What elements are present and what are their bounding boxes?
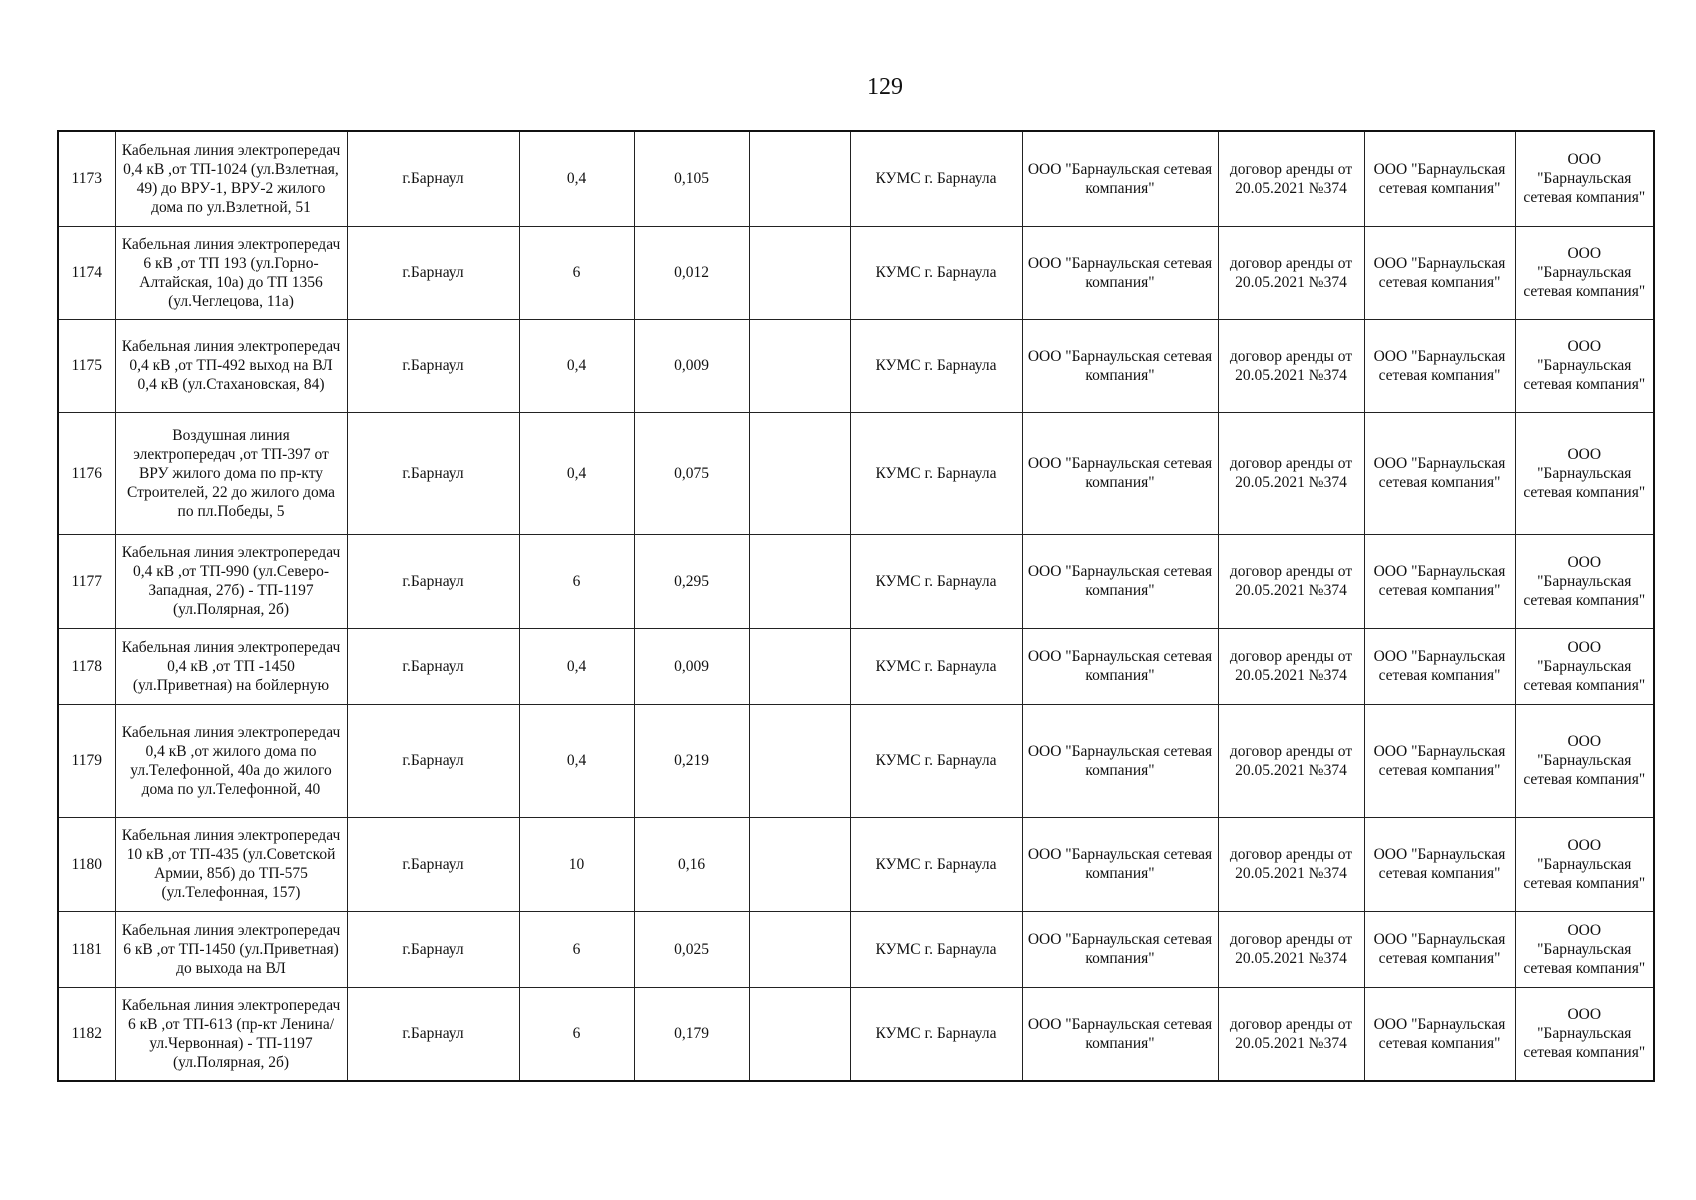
length-cell: 0,16 — [634, 817, 749, 911]
holder-cell: ООО "Барнаульская сетевая компания" — [1022, 319, 1218, 412]
voltage-cell: 6 — [519, 987, 634, 1081]
owner-cell: КУМС г. Барнаула — [850, 911, 1022, 987]
description-cell: Кабельная линия электропередач 0,4 кВ ,от ТП-990 (ул.Северо-Западная, 27б) - ТП-1197 (ул.Полярная, 2б) — [115, 534, 347, 628]
voltage-cell: 6 — [519, 534, 634, 628]
voltage-cell: 6 — [519, 226, 634, 319]
owner-cell: КУМС г. Барнаула — [850, 226, 1022, 319]
document-cell: договор аренды от 20.05.2021 №374 — [1218, 628, 1364, 704]
document-cell: договор аренды от 20.05.2021 №374 — [1218, 412, 1364, 534]
description-cell: Кабельная линия электропередач 0,4 кВ ,от ТП -1450 (ул.Приветная) на бойлерную — [115, 628, 347, 704]
table-row — [58, 628, 1654, 704]
row-number-cell: 1176 — [58, 412, 115, 534]
holder-cell: ООО "Барнаульская сетевая компания" — [1022, 911, 1218, 987]
length-cell: 0,179 — [634, 987, 749, 1081]
empty-cell — [749, 534, 850, 628]
operator-cell: ООО "Барнаульская сетевая компания" — [1364, 319, 1515, 412]
table-row — [58, 319, 1654, 412]
empty-cell — [749, 628, 850, 704]
service-cell: ООО "Барнаульская сетевая компания" — [1515, 817, 1654, 911]
row-number-cell: 1180 — [58, 817, 115, 911]
document-cell: договор аренды от 20.05.2021 №374 — [1218, 226, 1364, 319]
service-cell: ООО "Барнаульская сетевая компания" — [1515, 534, 1654, 628]
length-cell: 0,025 — [634, 911, 749, 987]
row-number-cell: 1177 — [58, 534, 115, 628]
document-cell: договор аренды от 20.05.2021 №374 — [1218, 987, 1364, 1081]
service-cell: ООО "Барнаульская сетевая компания" — [1515, 704, 1654, 817]
description-cell: Кабельная линия электропередач 0,4 кВ ,от ТП-492 выход на ВЛ 0,4 кВ (ул.Стахановская, 84) — [115, 319, 347, 412]
length-cell: 0,009 — [634, 628, 749, 704]
description-cell: Кабельная линия электропередач 6 кВ ,от ТП-613 (пр-кт Ленина/ул.Червонная) - ТП-1197 (ул.Полярная, 2б) — [115, 987, 347, 1081]
owner-cell: КУМС г. Барнаула — [850, 987, 1022, 1081]
holder-cell: ООО "Барнаульская сетевая компания" — [1022, 534, 1218, 628]
city-cell: г.Барнаул — [347, 987, 519, 1081]
owner-cell: КУМС г. Барнаула — [850, 704, 1022, 817]
owner-cell: КУМС г. Барнаула — [850, 412, 1022, 534]
row-number-cell: 1182 — [58, 987, 115, 1081]
city-cell: г.Барнаул — [347, 534, 519, 628]
empty-cell — [749, 319, 850, 412]
service-cell: ООО "Барнаульская сетевая компания" — [1515, 412, 1654, 534]
description-cell: Кабельная линия электропередач 0,4 кВ ,от жилого дома по ул.Телефонной, 40а до жилого дома по ул.Телефонной, 40 — [115, 704, 347, 817]
owner-cell: КУМС г. Барнаула — [850, 534, 1022, 628]
operator-cell: ООО "Барнаульская сетевая компания" — [1364, 817, 1515, 911]
empty-cell — [749, 131, 850, 226]
city-cell: г.Барнаул — [347, 319, 519, 412]
table-row — [58, 412, 1654, 534]
row-number-cell: 1175 — [58, 319, 115, 412]
city-cell: г.Барнаул — [347, 226, 519, 319]
row-number-cell: 1181 — [58, 911, 115, 987]
row-number-cell: 1179 — [58, 704, 115, 817]
city-cell: г.Барнаул — [347, 628, 519, 704]
operator-cell: ООО "Барнаульская сетевая компания" — [1364, 226, 1515, 319]
table-row — [58, 704, 1654, 817]
document-cell: договор аренды от 20.05.2021 №374 — [1218, 704, 1364, 817]
voltage-cell: 0,4 — [519, 628, 634, 704]
table-row — [58, 911, 1654, 987]
voltage-cell: 0,4 — [519, 131, 634, 226]
holder-cell: ООО "Барнаульская сетевая компания" — [1022, 817, 1218, 911]
service-cell: ООО "Барнаульская сетевая компания" — [1515, 628, 1654, 704]
description-cell: Воздушная линия электропередач ,от ТП-397 от ВРУ жилого дома по пр-кту Строителей, 22 до жилого дома по пл.Победы, 5 — [115, 412, 347, 534]
row-number-cell: 1173 — [58, 131, 115, 226]
table-row — [58, 817, 1654, 911]
holder-cell: ООО "Барнаульская сетевая компания" — [1022, 412, 1218, 534]
operator-cell: ООО "Барнаульская сетевая компания" — [1364, 534, 1515, 628]
length-cell: 0,009 — [634, 319, 749, 412]
voltage-cell: 0,4 — [519, 704, 634, 817]
description-cell: Кабельная линия электропередач 10 кВ ,от ТП-435 (ул.Советской Армии, 85б) до ТП-575 (ул.Телефонная, 157) — [115, 817, 347, 911]
city-cell: г.Барнаул — [347, 412, 519, 534]
document-cell: договор аренды от 20.05.2021 №374 — [1218, 131, 1364, 226]
length-cell: 0,075 — [634, 412, 749, 534]
voltage-cell: 0,4 — [519, 319, 634, 412]
empty-cell — [749, 987, 850, 1081]
row-number-cell: 1178 — [58, 628, 115, 704]
document-cell: договор аренды от 20.05.2021 №374 — [1218, 534, 1364, 628]
description-cell: Кабельная линия электропередач 6 кВ ,от ТП 193 (ул.Горно-Алтайская, 10а) до ТП 1356 (ул.Чеглецова, 11а) — [115, 226, 347, 319]
holder-cell: ООО "Барнаульская сетевая компания" — [1022, 226, 1218, 319]
service-cell: ООО "Барнаульская сетевая компания" — [1515, 319, 1654, 412]
table-row — [58, 534, 1654, 628]
description-cell: Кабельная линия электропередач 6 кВ ,от ТП-1450 (ул.Приветная) до выхода на ВЛ — [115, 911, 347, 987]
description-cell: Кабельная линия электропередач 0,4 кВ ,от ТП-1024 (ул.Взлетная, 49) до ВРУ-1, ВРУ-2 жилого дома по ул.Взлетной, 51 — [115, 131, 347, 226]
length-cell: 0,295 — [634, 534, 749, 628]
registry-table — [57, 130, 1655, 1082]
service-cell: ООО "Барнаульская сетевая компания" — [1515, 987, 1654, 1081]
owner-cell: КУМС г. Барнаула — [850, 319, 1022, 412]
city-cell: г.Барнаул — [347, 131, 519, 226]
document-cell: договор аренды от 20.05.2021 №374 — [1218, 911, 1364, 987]
length-cell: 0,219 — [634, 704, 749, 817]
operator-cell: ООО "Барнаульская сетевая компания" — [1364, 628, 1515, 704]
row-number-cell: 1174 — [58, 226, 115, 319]
page-number: 129 — [867, 74, 903, 100]
empty-cell — [749, 226, 850, 319]
table-row — [58, 131, 1654, 226]
holder-cell: ООО "Барнаульская сетевая компания" — [1022, 131, 1218, 226]
voltage-cell: 0,4 — [519, 412, 634, 534]
length-cell: 0,012 — [634, 226, 749, 319]
holder-cell: ООО "Барнаульская сетевая компания" — [1022, 704, 1218, 817]
owner-cell: КУМС г. Барнаула — [850, 131, 1022, 226]
holder-cell: ООО "Барнаульская сетевая компания" — [1022, 987, 1218, 1081]
service-cell: ООО "Барнаульская сетевая компания" — [1515, 911, 1654, 987]
table-row — [58, 226, 1654, 319]
empty-cell — [749, 817, 850, 911]
length-cell: 0,105 — [634, 131, 749, 226]
owner-cell: КУМС г. Барнаула — [850, 628, 1022, 704]
empty-cell — [749, 704, 850, 817]
empty-cell — [749, 412, 850, 534]
operator-cell: ООО "Барнаульская сетевая компания" — [1364, 131, 1515, 226]
operator-cell: ООО "Барнаульская сетевая компания" — [1364, 987, 1515, 1081]
city-cell: г.Барнаул — [347, 704, 519, 817]
voltage-cell: 6 — [519, 911, 634, 987]
voltage-cell: 10 — [519, 817, 634, 911]
owner-cell: КУМС г. Барнаула — [850, 817, 1022, 911]
document-cell: договор аренды от 20.05.2021 №374 — [1218, 319, 1364, 412]
city-cell: г.Барнаул — [347, 817, 519, 911]
service-cell: ООО "Барнаульская сетевая компания" — [1515, 226, 1654, 319]
operator-cell: ООО "Барнаульская сетевая компания" — [1364, 704, 1515, 817]
document-cell: договор аренды от 20.05.2021 №374 — [1218, 817, 1364, 911]
table-row — [58, 987, 1654, 1081]
holder-cell: ООО "Барнаульская сетевая компания" — [1022, 628, 1218, 704]
operator-cell: ООО "Барнаульская сетевая компания" — [1364, 412, 1515, 534]
service-cell: ООО "Барнаульская сетевая компания" — [1515, 131, 1654, 226]
empty-cell — [749, 911, 850, 987]
city-cell: г.Барнаул — [347, 911, 519, 987]
operator-cell: ООО "Барнаульская сетевая компания" — [1364, 911, 1515, 987]
